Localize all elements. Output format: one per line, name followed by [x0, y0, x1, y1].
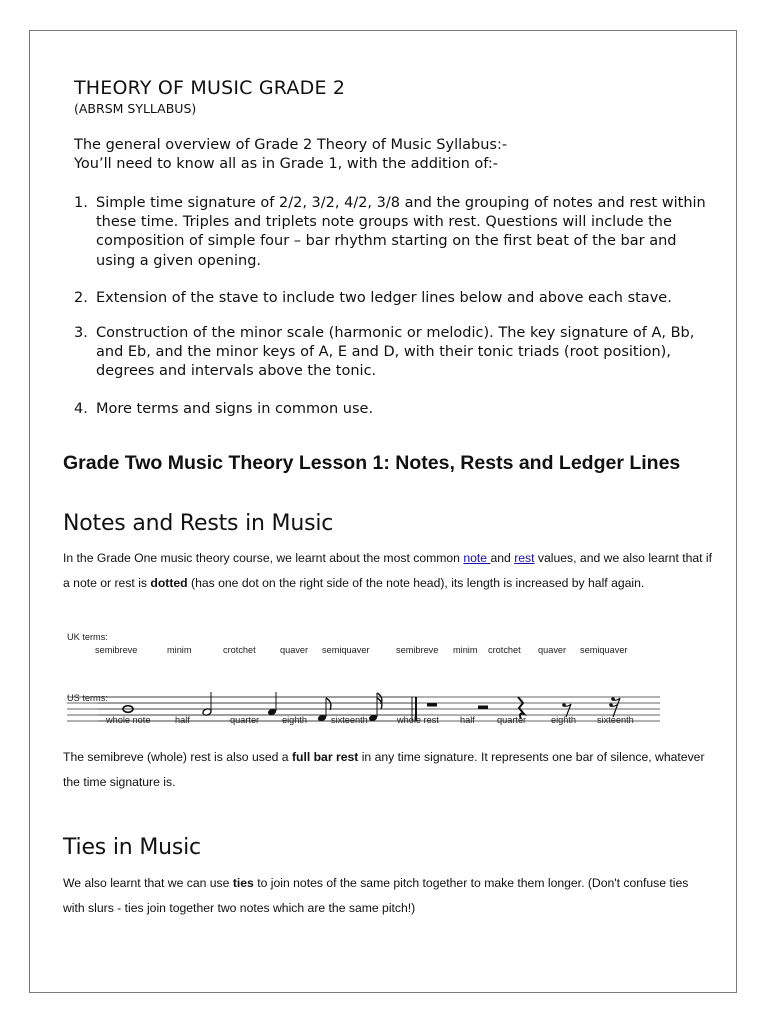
list-number: 4. — [74, 401, 88, 417]
dotted-term: dotted — [150, 576, 188, 590]
us-rest-label: whole rest — [397, 715, 439, 725]
text-run: We also learnt that we can use — [63, 876, 233, 890]
uk-terms-label: UK terms: — [67, 632, 108, 642]
uk-rest-label: semiquaver — [580, 645, 628, 655]
lesson-heading: Grade Two Music Theory Lesson 1: Notes, Rests and Ledger Lines — [63, 452, 681, 474]
full-bar-rest-term: full bar rest — [291, 750, 359, 764]
syllabus-item — [74, 194, 714, 289]
ties-paragraph — [63, 871, 713, 921]
syllabus-item-text: Construction of the minor scale (harmonic or melodic). The key signature of A, Bb, and Eb, and the minor keys of A, E and D, with their tonic triads (root position), degrees and intervals above the tonic. — [96, 325, 695, 380]
quaver-note — [317, 698, 331, 722]
uk-rest-label: quaver — [538, 645, 567, 655]
us-rest-label: half — [460, 715, 475, 725]
overview-line-1: The general overview of Grade 2 Theory of Music Syllabus:- — [74, 137, 508, 153]
us-note-label: sixteenth — [331, 715, 368, 725]
text-run: values, and we also learnt that if a note or rest is — [63, 551, 713, 590]
semiquaver-note — [368, 693, 382, 722]
minim-note — [202, 692, 212, 716]
text-run: In the Grade One music theory course, we learnt about the most common — [63, 551, 464, 565]
uk-note-label: crotchet — [223, 645, 256, 655]
list-number: 2. — [74, 290, 88, 306]
uk-note-label: minim — [167, 645, 192, 655]
uk-rest-label: crotchet — [488, 645, 521, 655]
us-note-label: eighth — [282, 715, 308, 725]
uk-note-label: quaver — [280, 645, 309, 655]
us-note-label: quarter — [230, 715, 260, 725]
rest-link[interactable]: rest — [514, 551, 535, 565]
text-run: to join notes of the same pitch together to make them longer. (Don't confuse ties with slurs - ties join together two notes which are the same pitch!) — [63, 876, 689, 915]
document-subtitle: (ABRSM SYLLABUS) — [74, 101, 197, 116]
ties-term: ties — [232, 876, 254, 890]
syllabus-item — [74, 324, 714, 400]
syllabus-item — [74, 289, 714, 324]
document-title: THEORY OF MUSIC GRADE 2 — [74, 77, 346, 99]
semibreve-rest — [427, 703, 437, 707]
notes-rests-paragraph — [63, 546, 713, 596]
notes-rests-notation-figure — [66, 629, 662, 725]
us-note-label: whole note — [106, 715, 151, 725]
document-page — [29, 30, 737, 993]
syllabus-item-text: Extension of the stave to include two ledger lines below and above each stave. — [96, 290, 672, 306]
us-terms-label: US terms: — [67, 693, 108, 703]
text-run: The semibreve (whole) rest is also used a — [63, 750, 292, 764]
note-link[interactable]: note — [463, 551, 491, 565]
uk-rest-label: minim — [453, 645, 478, 655]
minim-rest — [478, 706, 488, 710]
uk-rest-label: semibreve — [396, 645, 439, 655]
us-rest-label: quarter — [497, 715, 527, 725]
syllabus-list — [74, 194, 714, 419]
text-run: (has one dot on the right side of the note head), its length is increased by half again. — [187, 576, 645, 590]
overview-text — [74, 136, 507, 174]
notes-rests-heading: Notes and Rests in Music — [63, 511, 334, 536]
list-number: 1. — [74, 195, 88, 211]
us-rest-label: sixteenth — [597, 715, 634, 725]
syllabus-item-text: More terms and signs in common use. — [96, 401, 374, 417]
text-run: and — [490, 551, 515, 565]
overview-line-2: You’ll need to know all as in Grade 1, with the addition of:- — [74, 156, 498, 172]
text-run: in any time signature. It represents one bar of silence, whatever the time signature is. — [63, 750, 705, 789]
syllabus-item — [74, 400, 714, 419]
syllabus-item-text: Simple time signature of 2/2, 3/2, 4/2, 3/8 and the grouping of notes and rest within these time. Triples and triplets note groups with rest. Questions will include the composition of simple four – bar rhythm starting on the first beat of the bar and using a given opening. — [96, 195, 706, 269]
crotchet-note — [267, 692, 277, 716]
full-bar-rest-paragraph — [63, 745, 713, 795]
uk-note-label: semibreve — [95, 645, 138, 655]
us-rest-label: eighth — [551, 715, 577, 725]
us-note-label: half — [175, 715, 190, 725]
list-number: 3. — [74, 325, 88, 341]
uk-note-label: semiquaver — [322, 645, 370, 655]
note-flag — [326, 698, 331, 710]
ties-heading: Ties in Music — [63, 835, 201, 860]
